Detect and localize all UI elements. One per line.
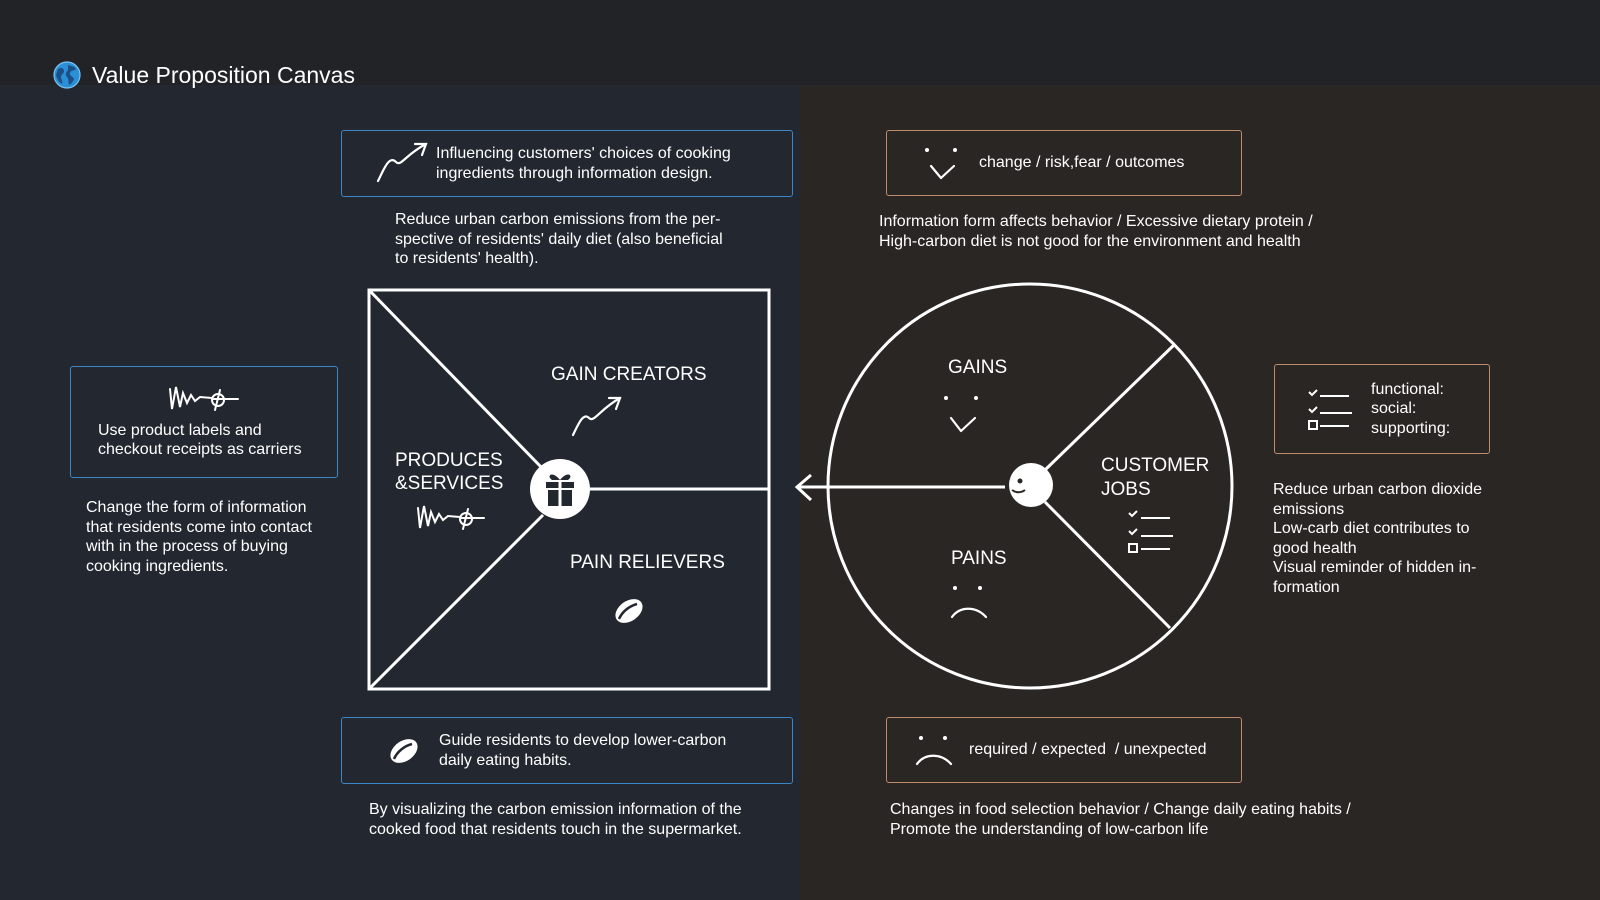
- desc-line: with in the process of buying: [86, 538, 288, 555]
- pains-box: [886, 717, 1242, 783]
- desc-line: that residents come into contact: [86, 518, 312, 536]
- gains-label: GAINS: [948, 357, 1008, 378]
- trend-arrow-icon: [573, 398, 620, 435]
- gain-creators-box-line2: ingredients through information design.: [436, 164, 713, 182]
- title-text: Value Proposition Canvas: [92, 61, 355, 88]
- jobs-label-1: CUSTOMER: [1101, 455, 1210, 476]
- frown-icon: [952, 586, 986, 617]
- gains-box: [886, 130, 1242, 196]
- frown-icon: [913, 730, 957, 770]
- jobs-box-line1: functional:: [1371, 380, 1444, 398]
- desc-line: emissions: [1273, 500, 1345, 518]
- products-box-line2: checkout receipts as carriers: [98, 441, 302, 458]
- trend-arrow-icon: [372, 139, 432, 189]
- pains-label: PAINS: [951, 548, 1007, 569]
- pill-icon: [384, 735, 424, 767]
- customer-face-icon: [1009, 463, 1053, 507]
- pain-relievers-box-line1: Guide residents to develop lower-carbon: [439, 732, 727, 749]
- pains-desc: [890, 800, 1351, 839]
- signal-wave-icon: [418, 506, 484, 529]
- gains-desc: [879, 212, 1313, 251]
- desc-line: cooked food that residents touch in the supermarket.: [369, 820, 742, 838]
- desc-line: Promote the understanding of low-carbon life: [890, 820, 1209, 838]
- products-label-1: PRODUCES: [395, 450, 503, 471]
- products-box: [70, 366, 338, 478]
- desc-line: formation: [1273, 578, 1340, 596]
- pain-relievers-box: [341, 717, 793, 784]
- gift-icon: [530, 459, 590, 519]
- smile-icon: [917, 140, 967, 186]
- checklist-icon: [1129, 511, 1173, 552]
- products-box-line1: Use product labels and: [98, 421, 262, 439]
- desc-line: spective of residents' daily diet (also beneficial: [395, 230, 723, 248]
- pain-relievers-desc: [369, 800, 742, 839]
- gains-box-text: change / risk,fear / outcomes: [979, 154, 1185, 172]
- jobs-box: [1274, 364, 1490, 454]
- signal-wave-icon: [168, 385, 248, 417]
- desc-line: to residents' health).: [395, 250, 539, 267]
- desc-line: Reduce urban carbon dioxide: [1273, 481, 1483, 498]
- gain-creators-box: [341, 130, 793, 197]
- products-label-2: &SERVICES: [395, 473, 504, 494]
- desc-line: cooking ingredients.: [86, 557, 229, 575]
- desc-line: Change the form of information: [86, 499, 307, 516]
- pains-box-text: required / expected / unexpected: [969, 741, 1207, 759]
- gain-creators-box-line1: Influencing customers' choices of cooking: [436, 145, 731, 162]
- checklist-icon: [1305, 384, 1357, 434]
- desc-line: Visual reminder of hidden in-: [1273, 559, 1477, 576]
- desc-line: good health: [1273, 539, 1357, 557]
- jobs-desc: [1273, 480, 1482, 597]
- desc-line: By visualizing the carbon emission information of the: [369, 801, 742, 818]
- desc-line: Information form affects behavior / Excessive dietary protein /: [879, 213, 1313, 230]
- products-desc: [86, 498, 312, 576]
- desc-line: Changes in food selection behavior / Change daily eating habits /: [890, 801, 1351, 818]
- desc-line: Reduce urban carbon emissions from the per-: [395, 211, 721, 228]
- jobs-label-2: JOBS: [1101, 479, 1151, 500]
- jobs-box-line3: supporting:: [1371, 419, 1451, 437]
- gain-creators-desc: [395, 210, 723, 269]
- desc-line: High-carbon diet is not good for the environment and health: [879, 232, 1301, 250]
- gain-creators-label: GAIN CREATORS: [551, 364, 707, 385]
- pain-relievers-box-line2: daily eating habits.: [439, 751, 572, 769]
- jobs-box-line2: social:: [1371, 400, 1417, 418]
- pill-icon: [611, 594, 647, 628]
- desc-line: Low-carb diet contributes to: [1273, 520, 1470, 537]
- pain-relievers-label: PAIN RELIEVERS: [570, 552, 725, 573]
- smile-icon: [944, 396, 978, 431]
